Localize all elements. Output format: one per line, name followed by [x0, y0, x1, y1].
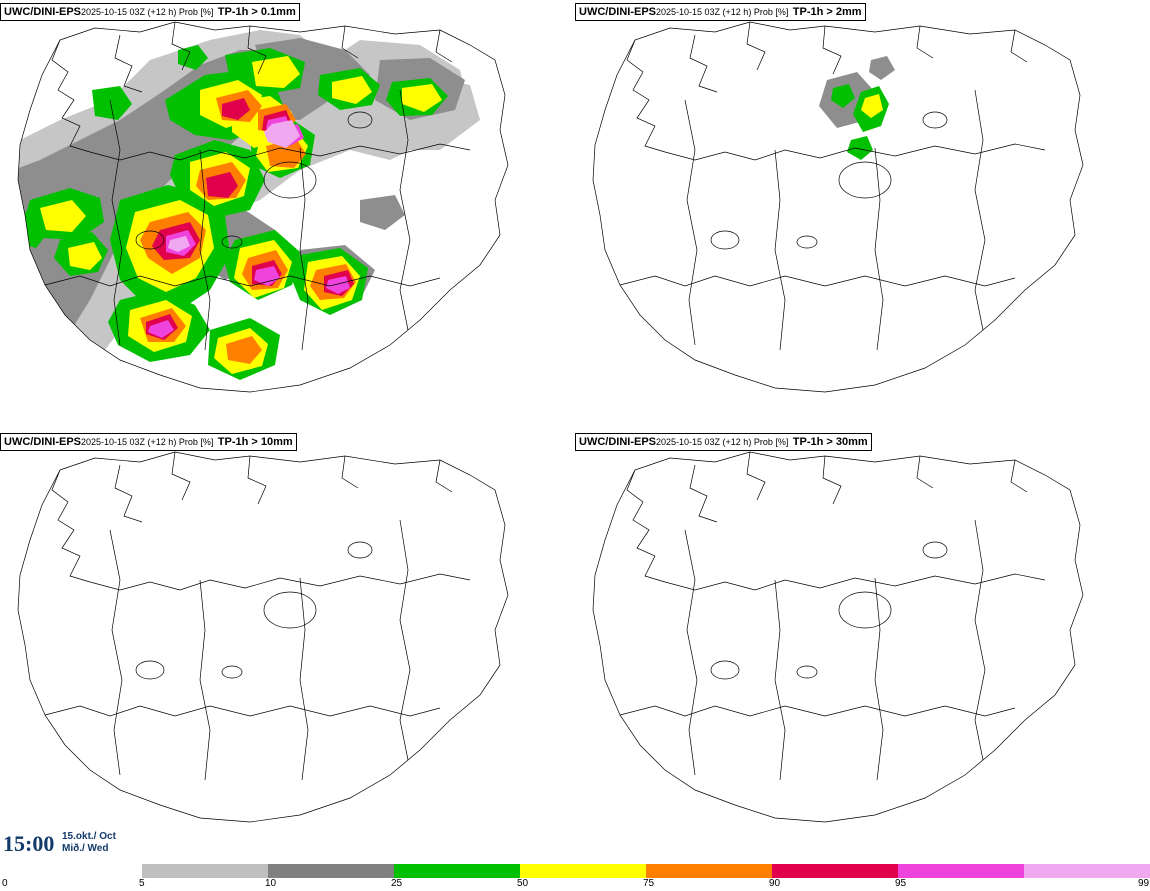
- map-iceland-2: [0, 430, 575, 860]
- panel-title-1: [575, 3, 866, 21]
- colorbar-segment-25: [520, 864, 646, 878]
- colorbar-segment-5: [268, 864, 394, 878]
- panel-model-label: UWC/DINI-EPS: [4, 6, 81, 18]
- panel-model-label: UWC/DINI-EPS: [579, 6, 656, 18]
- panel-threshold-label: TP-1h > 10mm: [217, 436, 293, 448]
- panel-title-0: [0, 3, 300, 21]
- colorbar-tick-0: 0: [2, 878, 8, 889]
- valid-weekday: Mið./ Wed: [62, 843, 109, 854]
- panel-tp1h-30mm[interactable]: [575, 430, 1150, 860]
- panel-tp1h-2mm[interactable]: [575, 0, 1150, 430]
- valid-time: 15:00: [3, 831, 55, 856]
- colorbar-segment-10: [394, 864, 520, 878]
- colorbar-tick-95: 95: [895, 878, 907, 889]
- colorbar-tick-99: 99: [1138, 878, 1150, 889]
- panel-model-label: UWC/DINI-EPS: [4, 436, 81, 448]
- panel-title-3: [575, 433, 872, 451]
- colorbar-tick-labels: [0, 878, 1150, 891]
- panel-run-label: 2025-10-15 03Z (+12 h) Prob [%]: [656, 7, 789, 17]
- colorbar-tick-10: 10: [265, 878, 277, 889]
- probability-colorbar: [142, 864, 1150, 878]
- colorbar-tick-25: 25: [391, 878, 403, 889]
- colorbar-tick-50: 50: [517, 878, 529, 889]
- panel-title-2: [0, 433, 297, 451]
- map-iceland-1: [575, 0, 1150, 430]
- panel-run-label: 2025-10-15 03Z (+12 h) Prob [%]: [656, 437, 789, 447]
- colorbar-tick-75: 75: [643, 878, 655, 889]
- valid-date: 15.okt./ Oct: [62, 831, 116, 842]
- colorbar-segment-90: [898, 864, 1024, 878]
- colorbar-segment-50: [646, 864, 772, 878]
- colorbar-tick-5: 5: [139, 878, 145, 889]
- map-iceland-3: [575, 430, 1150, 860]
- colorbar-tick-90: 90: [769, 878, 781, 889]
- map-iceland-0: [0, 0, 575, 430]
- colorbar-segment-0: [142, 864, 268, 878]
- panel-threshold-label: TP-1h > 2mm: [792, 6, 862, 18]
- panel-model-label: UWC/DINI-EPS: [579, 436, 656, 448]
- panel-tp1h-10mm[interactable]: [0, 430, 575, 860]
- panel-threshold-label: TP-1h > 30mm: [792, 436, 868, 448]
- colorbar-segment-75: [772, 864, 898, 878]
- panel-run-label: 2025-10-15 03Z (+12 h) Prob [%]: [81, 7, 214, 17]
- panel-tp1h-0.1mm[interactable]: [0, 0, 575, 430]
- panel-threshold-label: TP-1h > 0.1mm: [217, 6, 296, 18]
- colorbar-segment-95: [1024, 864, 1150, 878]
- panel-run-label: 2025-10-15 03Z (+12 h) Prob [%]: [81, 437, 214, 447]
